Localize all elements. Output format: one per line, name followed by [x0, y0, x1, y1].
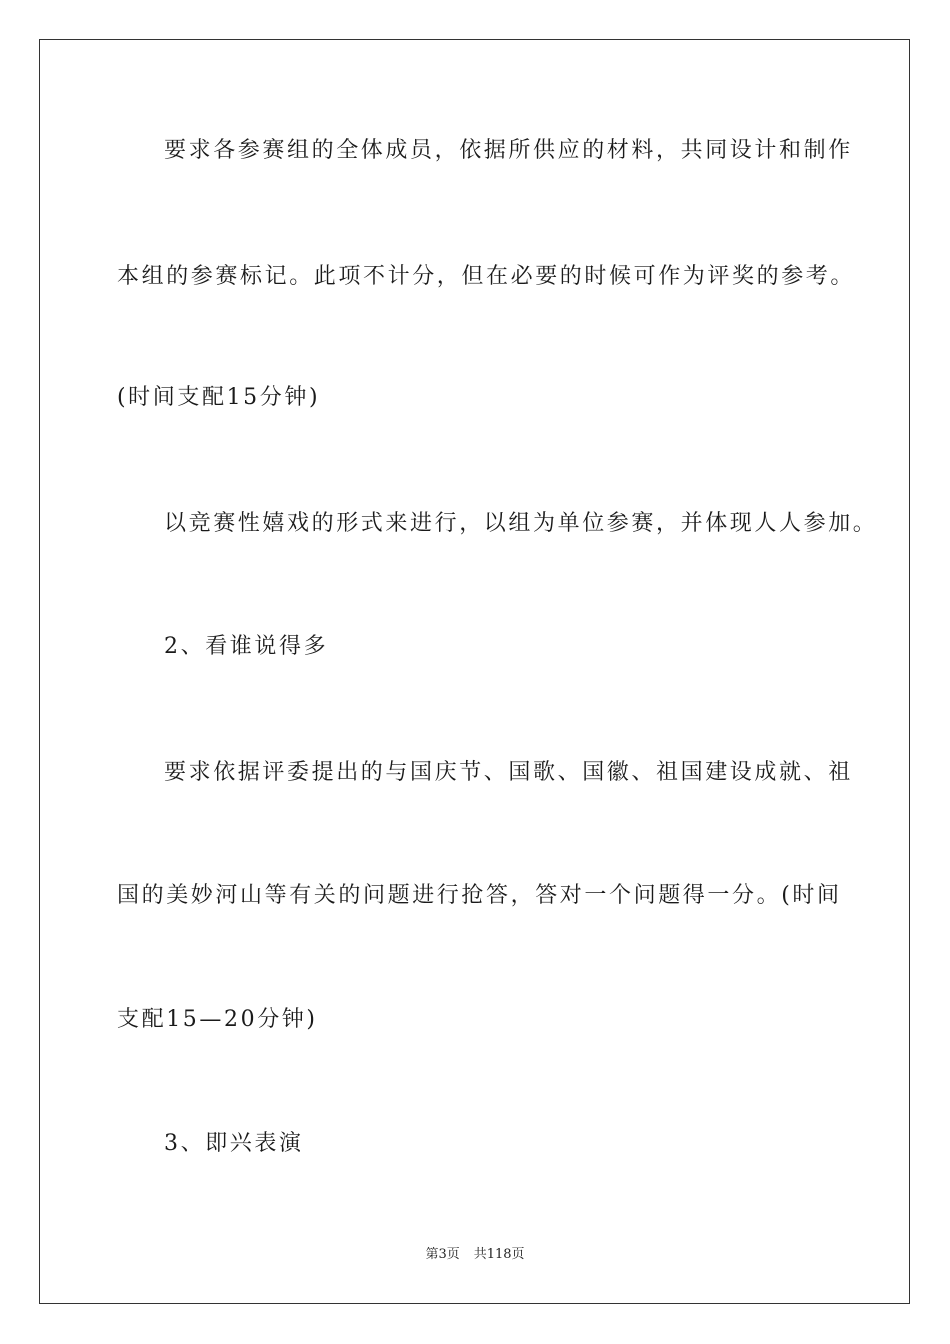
page-border: [39, 39, 910, 1304]
paragraph-line: (时间支配15分钟): [117, 385, 321, 410]
paragraph-line: 国的美妙河山等有关的问题进行抢答，答对一个问题得一分。(时间: [117, 883, 842, 908]
paragraph-line: 要求各参赛组的全体成员，依据所供应的材料，共同设计和制作: [164, 138, 853, 163]
page-total: 共118页: [473, 1247, 525, 1262]
paragraph-line: 要求依据评委提出的与国庆节、国歌、国徽、祖国建设成就、祖: [164, 760, 853, 785]
paragraph-line: 支配15—20分钟): [117, 1007, 318, 1032]
section-heading: 2、看谁说得多: [164, 634, 329, 659]
paragraph-line: 本组的参赛标记。此项不计分，但在必要的时候可作为评奖的参考。: [117, 264, 856, 289]
page-number: 第3页: [425, 1247, 460, 1262]
paragraph-line: 以竞赛性嬉戏的形式来进行，以组为单位参赛，并体现人人参加。: [164, 511, 878, 536]
section-heading: 3、即兴表演: [164, 1131, 304, 1156]
page-footer: [0, 1246, 950, 1264]
